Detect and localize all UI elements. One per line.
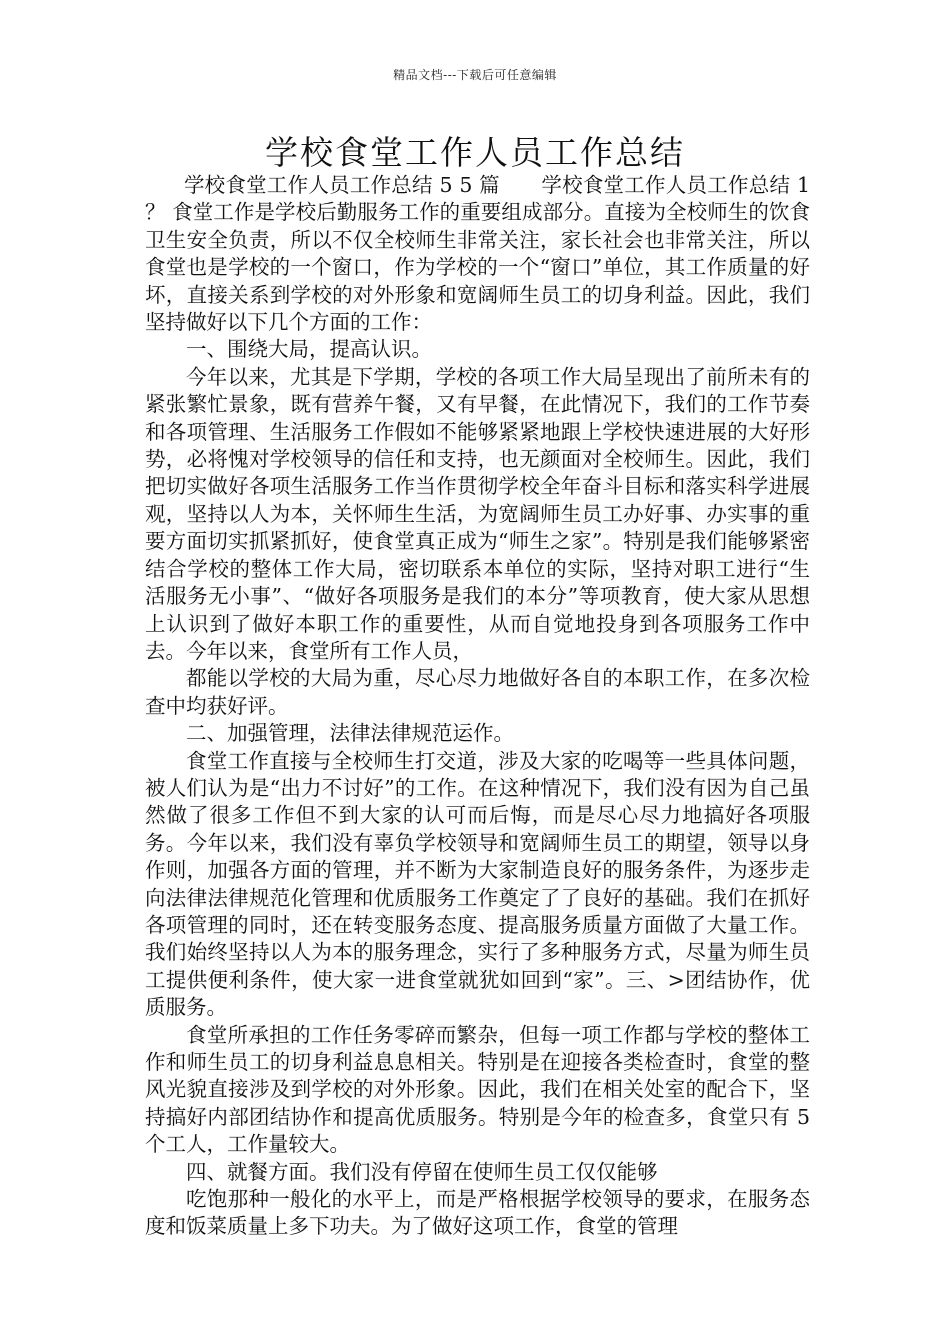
paragraph-intro: 学校食堂工作人员工作总结 5 5 篇 学校食堂工作人员工作总结 1 ？ 食堂工作是学校后勤服务工作的重要组成部分。直接为全校师生的饮食卫生安全负责，所以不仅全校师生非常关注，家长社会也非常关注，所以食堂也是学校的一个窗口，作为学校的一个“窗口”单位，其工作质量的好坏，直接关系到学校的对外形象和宽阔师生员工的切身利益。因此，我们坚持做好以下几个方面的工作：: [145, 173, 810, 335]
paragraph-section-3: 食堂所承担的工作任务零碎而繁杂，但每一项工作都与学校的整体工作和师生员工的切身利益息息相关。特别是在迎接各类检查时，食堂的整风光貌直接涉及到学校的对外形象。因此，我们在相关处室的配合下，坚持搞好内部团结协作和提高优质服务。特别是今年的检查多，食堂只有 5 个工人，工作量较大。: [145, 1022, 810, 1157]
document-body: [145, 172, 810, 1241]
section-heading-2: 二、加强管理，法律法律规范运作。: [186, 721, 514, 746]
document-title: 学校食堂工作人员工作总结: [265, 133, 685, 172]
section-heading-1: 一、围绕大局，提高认识。: [186, 337, 432, 362]
paragraph-section-1: 今年以来，尤其是下学期，学校的各项工作大局呈现出了前所未有的紧张繁忙景象，既有营养午餐，又有早餐，在此情况下，我们的工作节奏和各项管理、生活服务工作假如不能够紧紧地跟上学校快速进展的大好形势，必将愧对学校领导的信任和支持，也无颜面对全校师生。因此，我们把切实做好各项生活服务工作当作贯彻学校全年奋斗目标和落实科学进展观，坚持以人为本，关怀师生生活，为宽阔师生员工办好事、办实事的重要方面切实抓紧抓好，使食堂真正成为“师生之家”。特别是我们能够紧密结合学校的整体工作大局，密切联系本单位的实际，坚持对职工进行“生活服务无小事”、“做好各项服务是我们的本分”等项教育，使大家从思想上认识到了做好本职工作的重要性，从而自觉地投身到各项服务工作中去。今年以来，食堂所有工作人员，: [145, 364, 810, 663]
paragraph-section-4: 吃饱那种一般化的水平上，而是严格根据学校领导的要求，在服务态度和饭菜质量上多下功夫。为了做好这项工作，食堂的管理: [145, 1187, 810, 1239]
paragraph-section-2: 食堂工作直接与全校师生打交道，涉及大家的吃喝等一些具体问题，被人们认为是“出力不讨好”的工作。在这种情况下，我们没有因为自己虽然做了很多工作但不到大家的认可而后悔，而是尽心尽力地搞好各项服务。今年以来，我们没有辜负学校领导和宽阔师生员工的期望，领导以身作则，加强各方面的管理，并不断为大家制造良好的服务条件，为逐步走向法律法律规范化管理和优质服务工作奠定了了良好的基础。我们在抓好各项管理的同时，还在转变服务态度、提高服务质量方面做了大量工作。我们始终坚持以人为本的服务理念，实行了多种服务方式，尽量为师生员工提供便利条件，使大家一进食堂就犹如回到“家”。三、>团结协作，优质服务。: [145, 748, 810, 1020]
section-heading-4: 四、就餐方面。我们没有停留在使师生员工仅仅能够: [186, 1159, 658, 1184]
header-note: 精品文档---下载后可任意编辑: [393, 68, 557, 82]
paragraph-section-1-cont: 都能以学校的大局为重，尽心尽力地做好各自的本职工作，在多次检查中均获好评。: [145, 666, 810, 718]
